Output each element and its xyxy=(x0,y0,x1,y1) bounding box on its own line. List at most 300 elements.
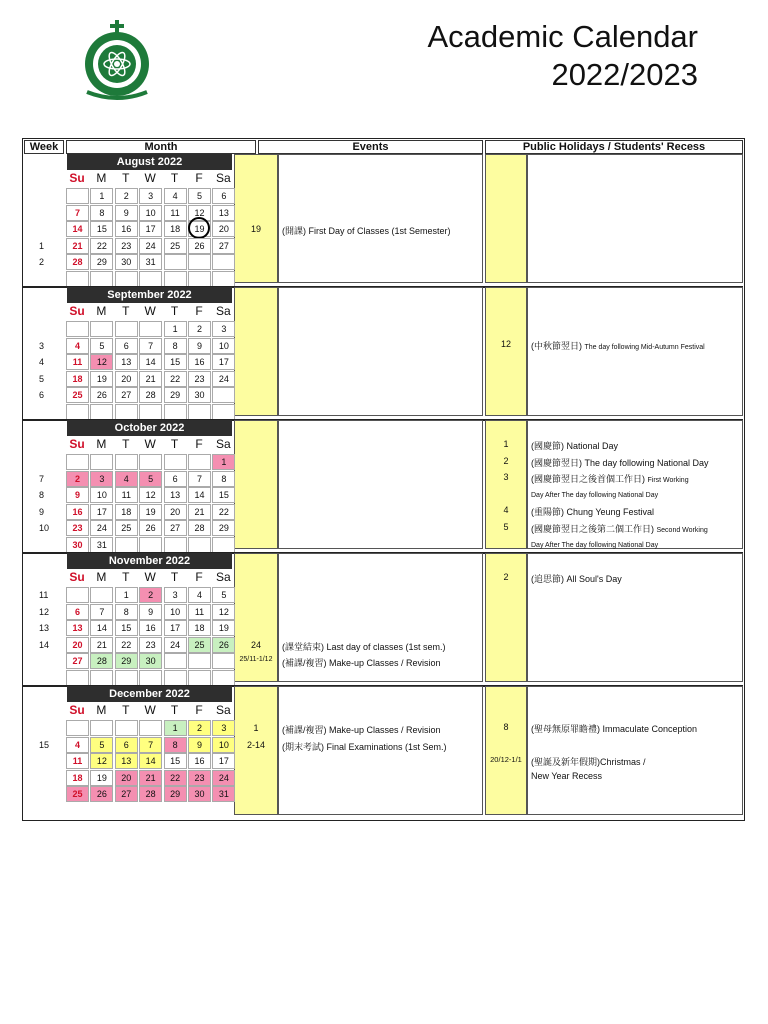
week-number: 15 xyxy=(39,739,50,750)
calendar-day-cell: 10 xyxy=(90,487,113,503)
calendar-day-cell: 6 xyxy=(164,471,187,487)
month-name-header: November 2022 xyxy=(67,553,232,569)
calendar-day-cell: 15 xyxy=(212,487,235,503)
weekday-label: T xyxy=(170,171,179,185)
calendar-day-cell: 12 xyxy=(90,354,113,370)
holiday-date-column xyxy=(485,154,527,283)
calendar-day-cell: 28 xyxy=(139,387,162,403)
calendar-day-cell: 29 xyxy=(164,387,187,403)
week-number: 2 xyxy=(39,257,45,268)
calendar-day-cell: 16 xyxy=(188,354,211,370)
holiday-description xyxy=(531,439,618,452)
weekday-label: T xyxy=(122,304,130,318)
calendar-day-cell xyxy=(212,537,235,553)
calendar-day-cell: 9 xyxy=(188,737,211,753)
holiday-note: Day After The day following National Day xyxy=(531,541,659,549)
calendar-day-cell xyxy=(66,587,89,603)
calendar-day-cell: 1 xyxy=(115,587,138,603)
calendar-day-cell: 22 xyxy=(115,637,138,653)
calendar-day-cell xyxy=(66,271,89,287)
calendar-day-cell xyxy=(66,720,89,736)
weekday-label: F xyxy=(195,570,203,584)
calendar-day-cell: 31 xyxy=(212,786,235,802)
holiday-date: 2 xyxy=(503,572,509,582)
calendar-day-cell: 21 xyxy=(66,238,89,254)
weekday-label: F xyxy=(195,304,203,318)
calendar-day-cell: 24 xyxy=(212,770,235,786)
weekday-label: F xyxy=(195,171,203,185)
col-header-holidays: Public Holidays / Students' Recess xyxy=(485,140,743,154)
weekday-label: T xyxy=(170,570,179,584)
calendar-day-cell: 18 xyxy=(164,221,187,237)
calendar-table xyxy=(22,138,745,821)
holiday-text: (追思節) All Soul's Day xyxy=(531,574,622,584)
weekday-label: W xyxy=(144,703,156,717)
calendar-day-cell: 24 xyxy=(164,637,187,653)
week-number: 3 xyxy=(39,340,45,351)
weekday-label: Su xyxy=(69,437,85,451)
week-number: 11 xyxy=(39,590,49,600)
holiday-description xyxy=(531,522,708,535)
school-crest-logo xyxy=(77,18,157,102)
weekday-label: Sa xyxy=(216,171,231,185)
calendar-day-cell xyxy=(139,720,162,736)
holiday-text: (國慶節翌日) The day following National Day xyxy=(531,457,709,468)
weekday-label: Su xyxy=(69,171,85,185)
calendar-day-cell: 26 xyxy=(90,786,113,802)
weekday-label: W xyxy=(144,304,156,318)
weekday-label: T xyxy=(122,703,130,717)
calendar-day-cell: 12 xyxy=(139,487,162,503)
calendar-day-cell: 5 xyxy=(139,471,162,487)
calendar-day-cell: 13 xyxy=(164,487,187,503)
holiday-description xyxy=(531,755,646,768)
event-description: (開課) First Day of Classes (1st Semester) xyxy=(282,226,451,237)
col-header-week: Week xyxy=(24,140,64,154)
weekday-label: Su xyxy=(69,570,85,584)
calendar-day-cell: 31 xyxy=(139,254,162,270)
calendar-day-cell xyxy=(90,720,113,736)
calendar-day-cell: 19 xyxy=(90,371,113,387)
holiday-text: (國慶節翌日之後第二個工作日) xyxy=(531,524,657,534)
month-name-header: December 2022 xyxy=(67,686,232,702)
weekday-label: M xyxy=(96,703,107,717)
holiday-text: New Year Recess xyxy=(531,771,603,782)
week-number: 13 xyxy=(39,623,50,634)
calendar-day-cell xyxy=(164,537,187,553)
event-date: 25/11-1/12 xyxy=(239,656,273,664)
events-text-column xyxy=(278,287,483,416)
calendar-day-cell xyxy=(90,670,113,686)
calendar-day-cell: 24 xyxy=(212,371,235,387)
holiday-date: 4 xyxy=(503,505,509,516)
calendar-day-cell: 27 xyxy=(115,786,138,802)
events-date-column xyxy=(234,686,278,815)
weekday-label: Sa xyxy=(216,304,231,318)
calendar-day-cell: 19 xyxy=(90,770,113,786)
calendar-day-cell: 15 xyxy=(164,753,187,769)
calendar-day-cell: 26 xyxy=(188,238,211,254)
calendar-day-cell: 25 xyxy=(188,637,211,653)
calendar-day-cell: 13 xyxy=(115,753,138,769)
calendar-day-cell xyxy=(164,454,187,470)
calendar-day-cell: 8 xyxy=(115,604,138,620)
events-text-column xyxy=(278,420,483,549)
calendar-day-cell: 17 xyxy=(164,620,187,636)
weekday-label: F xyxy=(195,703,203,717)
calendar-day-cell xyxy=(66,321,89,337)
calendar-day-cell: 13 xyxy=(115,354,138,370)
holiday-text-column xyxy=(527,686,743,815)
calendar-day-cell xyxy=(164,254,187,270)
calendar-day-cell: 25 xyxy=(66,387,89,403)
calendar-day-cell: 14 xyxy=(139,354,162,370)
month-name-header: August 2022 xyxy=(67,154,232,170)
calendar-day-cell: 8 xyxy=(164,737,187,753)
calendar-day-cell xyxy=(188,653,211,669)
weekday-label: W xyxy=(144,171,156,185)
calendar-day-cell: 28 xyxy=(139,786,162,802)
calendar-day-cell: 29 xyxy=(212,520,235,536)
week-number: 7 xyxy=(39,473,45,484)
holiday-date: 1 xyxy=(503,439,509,449)
weekday-label: Sa xyxy=(216,703,231,717)
calendar-day-cell: 27 xyxy=(164,520,187,536)
calendar-day-cell: 25 xyxy=(164,238,187,254)
holiday-description xyxy=(531,489,658,499)
calendar-day-cell: 16 xyxy=(115,221,138,237)
calendar-day-cell: 20 xyxy=(115,770,138,786)
weekday-label: T xyxy=(170,703,179,717)
calendar-day-cell: 7 xyxy=(139,338,162,354)
calendar-day-cell xyxy=(188,254,211,270)
holiday-description xyxy=(531,771,602,781)
weekday-label: Su xyxy=(69,703,85,717)
weekday-label: M xyxy=(96,171,107,185)
calendar-day-cell: 30 xyxy=(115,254,138,270)
calendar-day-cell: 8 xyxy=(90,205,113,221)
week-number: 6 xyxy=(39,390,45,401)
calendar-day-cell: 15 xyxy=(164,354,187,370)
holiday-description xyxy=(531,572,622,585)
event-description: (補課/複習) Make-up Classes / Revision xyxy=(282,725,441,735)
calendar-day-cell xyxy=(164,271,187,287)
calendar-day-cell xyxy=(90,404,113,420)
calendar-day-cell: 17 xyxy=(139,221,162,237)
calendar-day-cell xyxy=(66,404,89,420)
week-number: 8 xyxy=(39,490,45,501)
calendar-day-cell: 21 xyxy=(139,770,162,786)
holiday-text: (聖母無原罪瞻禮) Immaculate Conception xyxy=(531,723,698,734)
holiday-description xyxy=(531,339,705,352)
weekday-label: M xyxy=(96,437,107,451)
calendar-day-cell xyxy=(115,720,138,736)
weekday-label: M xyxy=(96,570,107,584)
holiday-description xyxy=(531,722,697,735)
event-date: 2-14 xyxy=(246,739,265,750)
calendar-day-cell: 29 xyxy=(115,653,138,669)
week-number: 10 xyxy=(39,523,50,534)
calendar-day-cell xyxy=(188,537,211,553)
calendar-day-cell: 4 xyxy=(188,587,211,603)
calendar-day-cell: 22 xyxy=(212,504,235,520)
calendar-day-cell xyxy=(139,321,162,337)
calendar-day-cell xyxy=(139,670,162,686)
event-description: (課堂結束) Last day of classes (1st sem.) xyxy=(282,641,446,652)
calendar-day-cell: 30 xyxy=(188,387,211,403)
calendar-day-cell: 23 xyxy=(66,520,89,536)
calendar-day-cell xyxy=(90,587,113,603)
calendar-day-cell: 9 xyxy=(188,338,211,354)
calendar-day-cell: 14 xyxy=(139,753,162,769)
calendar-day-cell: 4 xyxy=(115,471,138,487)
calendar-day-cell: 19 xyxy=(212,620,235,636)
weekday-label: W xyxy=(144,570,156,584)
calendar-day-cell xyxy=(188,454,211,470)
weekday-label: Sa xyxy=(216,437,231,451)
calendar-day-cell: 26 xyxy=(212,637,235,653)
calendar-day-cell: 23 xyxy=(115,238,138,254)
holiday-text: (中秋節翌日) xyxy=(531,341,585,352)
calendar-day-cell: 1 xyxy=(212,454,235,470)
calendar-day-cell xyxy=(212,404,235,420)
calendar-day-cell: 27 xyxy=(66,653,89,669)
week-number: 12 xyxy=(39,606,50,617)
calendar-day-cell: 25 xyxy=(115,520,138,536)
calendar-day-cell xyxy=(139,404,162,420)
events-date-column xyxy=(234,420,278,549)
calendar-day-cell: 5 xyxy=(188,188,211,204)
calendar-day-cell: 11 xyxy=(66,354,89,370)
calendar-day-cell: 23 xyxy=(188,770,211,786)
calendar-day-cell: 16 xyxy=(139,620,162,636)
calendar-day-cell xyxy=(66,188,89,204)
calendar-day-cell: 28 xyxy=(90,653,113,669)
calendar-day-cell: 20 xyxy=(212,221,235,237)
calendar-day-cell: 27 xyxy=(115,387,138,403)
holiday-note: Day After The day following National Day xyxy=(531,491,659,499)
calendar-day-cell xyxy=(212,271,235,287)
calendar-day-cell: 6 xyxy=(66,604,89,620)
calendar-day-cell: 21 xyxy=(139,371,162,387)
calendar-day-cell: 21 xyxy=(188,504,211,520)
calendar-day-cell: 12 xyxy=(90,753,113,769)
calendar-day-cell: 6 xyxy=(115,737,138,753)
calendar-day-cell: 24 xyxy=(90,520,113,536)
calendar-day-cell: 11 xyxy=(188,604,211,620)
calendar-day-cell: 9 xyxy=(115,205,138,221)
calendar-day-cell xyxy=(139,271,162,287)
holiday-date: 12 xyxy=(500,339,511,350)
calendar-day-cell: 2 xyxy=(188,321,211,337)
calendar-day-cell: 9 xyxy=(139,604,162,620)
calendar-day-cell: 26 xyxy=(90,387,113,403)
calendar-day-cell: 2 xyxy=(188,720,211,736)
calendar-day-cell: 7 xyxy=(139,737,162,753)
calendar-day-cell: 17 xyxy=(212,354,235,370)
calendar-day-cell: 7 xyxy=(188,471,211,487)
calendar-day-cell: 18 xyxy=(115,504,138,520)
weekday-label: T xyxy=(122,171,130,185)
calendar-day-cell: 20 xyxy=(115,371,138,387)
holiday-date: 2 xyxy=(503,455,509,466)
calendar-day-cell xyxy=(115,670,138,686)
events-date-column xyxy=(234,287,278,416)
holiday-note: First Working xyxy=(647,477,689,485)
holiday-description xyxy=(531,456,709,469)
page-title xyxy=(427,18,698,94)
calendar-day-cell: 3 xyxy=(139,188,162,204)
event-description: (補課/複習) Make-up Classes / Revision xyxy=(282,658,441,669)
weekday-label: Su xyxy=(69,304,85,318)
event-date: 19 xyxy=(250,224,261,235)
calendar-day-cell: 15 xyxy=(90,221,113,237)
calendar-day-cell: 9 xyxy=(66,487,89,503)
calendar-day-cell xyxy=(212,653,235,669)
calendar-day-cell xyxy=(115,321,138,337)
holiday-description xyxy=(531,505,654,518)
calendar-day-cell xyxy=(164,404,187,420)
calendar-day-cell: 30 xyxy=(188,786,211,802)
holiday-date-column xyxy=(485,287,527,416)
holiday-text-column xyxy=(527,154,743,283)
weekday-label: T xyxy=(122,570,130,584)
holiday-date: 5 xyxy=(503,522,509,532)
calendar-day-cell: 11 xyxy=(164,205,187,221)
calendar-day-cell: 24 xyxy=(139,238,162,254)
calendar-day-cell: 29 xyxy=(164,786,187,802)
calendar-day-cell: 14 xyxy=(90,620,113,636)
calendar-day-cell: 25 xyxy=(66,786,89,802)
title-line-1: Academic Calendar xyxy=(427,19,698,54)
calendar-day-cell: 16 xyxy=(188,753,211,769)
week-number: 9 xyxy=(39,506,45,517)
calendar-day-cell: 2 xyxy=(115,188,138,204)
holiday-description xyxy=(531,472,689,485)
calendar-day-cell: 1 xyxy=(90,188,113,204)
holiday-note: The day following Mid-Autumn Festival xyxy=(584,344,705,352)
calendar-day-cell: 22 xyxy=(164,770,187,786)
calendar-day-cell: 14 xyxy=(188,487,211,503)
calendar-day-cell xyxy=(115,271,138,287)
holiday-text: (重陽節) Chung Yeung Festival xyxy=(531,507,655,518)
calendar-day-cell: 4 xyxy=(66,737,89,753)
calendar-day-cell: 19 xyxy=(188,221,211,237)
holiday-text: (國慶節) National Day xyxy=(531,441,619,451)
calendar-day-cell: 4 xyxy=(66,338,89,354)
calendar-day-cell: 21 xyxy=(90,637,113,653)
calendar-day-cell: 6 xyxy=(212,188,235,204)
holiday-date: 20/12-1/1 xyxy=(490,754,522,764)
event-date: 1 xyxy=(253,723,259,733)
calendar-day-cell: 18 xyxy=(66,371,89,387)
calendar-day-cell: 4 xyxy=(164,188,187,204)
calendar-day-cell: 17 xyxy=(212,753,235,769)
calendar-day-cell: 17 xyxy=(90,504,113,520)
calendar-day-cell: 10 xyxy=(164,604,187,620)
calendar-day-cell: 3 xyxy=(90,471,113,487)
calendar-day-cell: 18 xyxy=(66,770,89,786)
calendar-day-cell: 10 xyxy=(212,338,235,354)
week-number: 14 xyxy=(39,639,50,650)
holiday-text: (國慶節翌日之後首個工作日) xyxy=(531,474,648,485)
calendar-day-cell: 29 xyxy=(90,254,113,270)
calendar-day-cell xyxy=(164,670,187,686)
calendar-day-cell: 16 xyxy=(66,504,89,520)
calendar-day-cell: 13 xyxy=(66,620,89,636)
event-date: 24 xyxy=(250,639,261,650)
calendar-day-cell: 3 xyxy=(212,720,235,736)
calendar-day-cell: 10 xyxy=(139,205,162,221)
event-description: (期末考試) Final Examinations (1st Sem.) xyxy=(282,741,447,752)
calendar-day-cell: 26 xyxy=(139,520,162,536)
calendar-day-cell: 3 xyxy=(164,587,187,603)
calendar-day-cell xyxy=(188,670,211,686)
holiday-note: Second Working xyxy=(656,527,708,534)
week-number: 5 xyxy=(39,373,45,384)
calendar-day-cell: 3 xyxy=(212,321,235,337)
calendar-day-cell: 5 xyxy=(90,338,113,354)
calendar-day-cell xyxy=(66,670,89,686)
calendar-day-cell: 12 xyxy=(188,205,211,221)
calendar-day-cell: 7 xyxy=(66,205,89,221)
month-name-header: September 2022 xyxy=(67,287,232,303)
calendar-day-cell: 7 xyxy=(90,604,113,620)
weekday-label: T xyxy=(170,304,179,318)
calendar-day-cell: 6 xyxy=(115,338,138,354)
calendar-day-cell xyxy=(212,254,235,270)
calendar-day-cell xyxy=(139,537,162,553)
col-header-month: Month xyxy=(66,140,256,154)
calendar-day-cell xyxy=(115,454,138,470)
calendar-day-cell: 14 xyxy=(66,221,89,237)
events-text-column xyxy=(278,154,483,283)
calendar-day-cell: 30 xyxy=(66,537,89,553)
weekday-label: W xyxy=(144,437,156,451)
weekday-label: F xyxy=(195,437,203,451)
calendar-day-cell: 23 xyxy=(188,371,211,387)
holiday-description xyxy=(531,539,658,549)
title-line-2: 2022/2023 xyxy=(551,57,698,92)
calendar-day-cell xyxy=(90,454,113,470)
calendar-day-cell: 20 xyxy=(164,504,187,520)
calendar-day-cell: 2 xyxy=(139,587,162,603)
calendar-day-cell: 10 xyxy=(212,737,235,753)
calendar-day-cell: 15 xyxy=(115,620,138,636)
calendar-day-cell: 8 xyxy=(164,338,187,354)
week-number: 4 xyxy=(39,357,45,368)
calendar-day-cell: 5 xyxy=(90,737,113,753)
weekday-label: T xyxy=(170,437,179,451)
calendar-day-cell xyxy=(90,321,113,337)
calendar-day-cell xyxy=(66,454,89,470)
calendar-day-cell: 2 xyxy=(66,471,89,487)
calendar-day-cell: 8 xyxy=(212,471,235,487)
calendar-day-cell: 28 xyxy=(188,520,211,536)
calendar-day-cell: 12 xyxy=(212,604,235,620)
calendar-day-cell xyxy=(212,670,235,686)
calendar-day-cell: 18 xyxy=(188,620,211,636)
calendar-day-cell xyxy=(188,271,211,287)
weekday-label: M xyxy=(96,304,107,318)
calendar-day-cell: 22 xyxy=(164,371,187,387)
holiday-date: 8 xyxy=(503,721,509,732)
holiday-date-column xyxy=(485,686,527,815)
calendar-day-cell: 19 xyxy=(139,504,162,520)
calendar-day-cell: 13 xyxy=(212,205,235,221)
calendar-day-cell xyxy=(90,271,113,287)
holiday-text: (聖誕及新年假期)Christmas / xyxy=(531,756,646,767)
